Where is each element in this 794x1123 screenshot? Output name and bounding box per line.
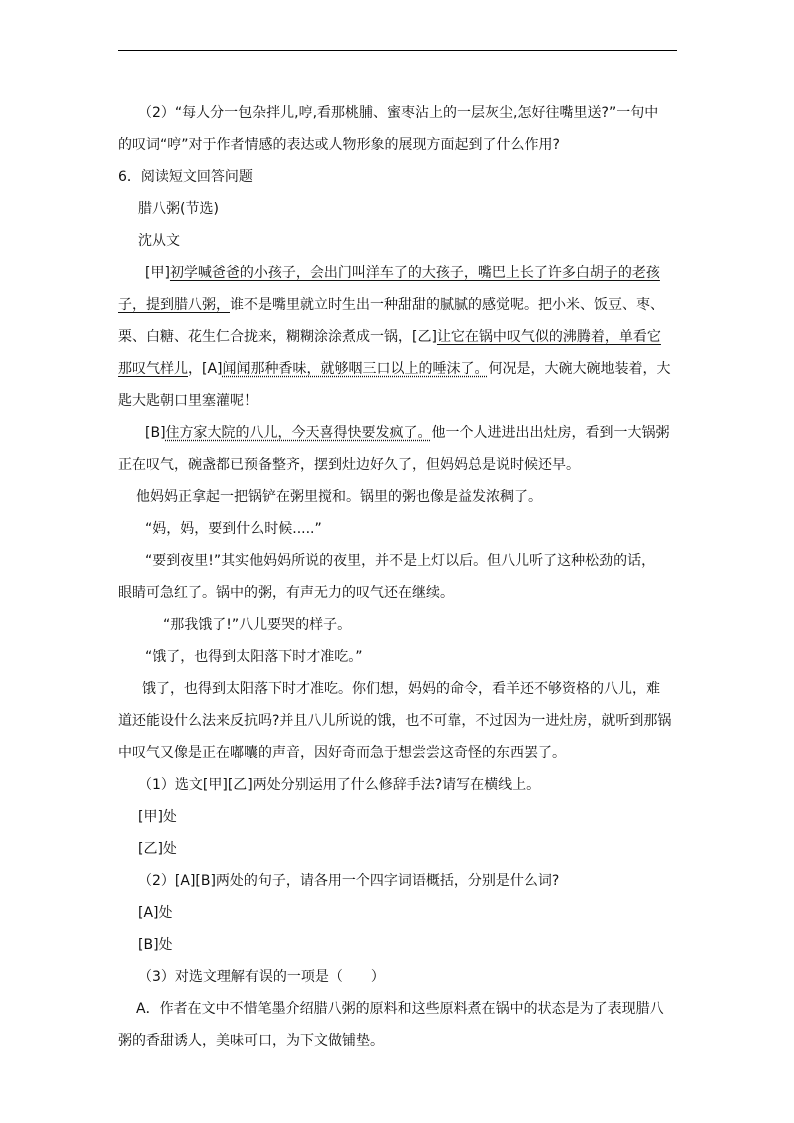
document-body — [118, 97, 678, 1057]
passage-line — [118, 257, 678, 289]
passage-line: 中叹气又像是正在嘟囔的声音，因好奇而急于想尝尝这奇怪的东西罢了。 — [118, 745, 566, 761]
passage-line: 匙大匙朝口里塞灌呢！ — [118, 393, 258, 409]
option-a: A．作者在文中不惜笔墨介绍腊八粥的原料和这些原料煮在锅中的状态是为了表现腊八 — [136, 1001, 664, 1017]
sub-question-3: （3）对选文理解有误的一项是（ ） — [138, 969, 385, 985]
question-text: （2）“每人分一包杂拌儿,哼,看那桃脯、蜜枣沾上的一层灰尘,怎好往嘴里送?”一句中 — [138, 105, 659, 121]
passage-title: 腊八粥(节选) — [138, 201, 219, 217]
passage-line: 他妈妈正拿起一把锅铲在粥里搅和。锅里的粥也像是益发浓稠了。 — [136, 489, 542, 505]
question-heading: 6．阅读短文回答问题 — [118, 169, 253, 185]
passage-line: 道还能设什么法来反抗吗?并且八儿所说的饿，也不可靠，不过因为一进灶房，就听到那锅 — [118, 713, 672, 729]
passage-line — [118, 417, 678, 449]
underlined-text: 那叹气样儿 — [118, 361, 188, 377]
marker-jia: [甲] — [145, 265, 170, 281]
underlined-text: 初学喊爸爸的小孩子，会出门叫洋车了的大孩子，嘴巴上长了许多白胡子的老孩 — [169, 265, 660, 281]
wavy-underlined-text: 住方家大院的八儿，今天喜得快要发疯了。 — [165, 425, 432, 441]
passage-line: “要到夜里!”其实他妈妈所说的夜里，并不是上灯以后。但八儿听了这种松劲的话， — [145, 553, 656, 569]
passage-line — [118, 353, 678, 385]
answer-line-jia: [甲]处 — [138, 809, 177, 825]
passage-line: 正在叹气，碗盏都已预备整齐，摆到灶边好久了，但妈妈总是说时候还早。 — [118, 457, 580, 473]
text: 他一个人进进出出灶房，看到一大锅粥 — [431, 425, 670, 441]
passage-line — [118, 289, 678, 321]
passage-author: 沈从文 — [138, 233, 180, 249]
text: 谁不是嘴里就立时生出一种甜甜的腻腻的感觉呢。把小米、饭豆、枣、 — [230, 297, 664, 313]
underlined-text: 让它在锅中叹气似的沸腾着，单看它 — [436, 329, 661, 345]
option-a-continued: 粥的香甜诱人，美味可口，为下文做铺垫。 — [118, 1033, 384, 1049]
question-text: 的叹词“哼”对于作者情感的表达或人物形象的展现方面起到了什么作用? — [118, 137, 560, 153]
sub-question-1: （1）选文[甲][乙]两处分别运用了什么修辞手法?请写在横线上。 — [138, 777, 541, 793]
answer-line-b: [B]处 — [138, 937, 173, 953]
passage-line: 饿了，也得到太阳落下时才准吃。你们想，妈妈的命令，看羊还不够资格的八儿，难 — [142, 681, 660, 697]
underlined-text: 子，提到腊八粥， — [118, 297, 230, 313]
passage-line: “那我饿了!”八儿要哭的样子。 — [163, 617, 352, 633]
marker-a: ，[A] — [188, 361, 223, 377]
passage-line — [118, 321, 678, 353]
passage-line: “饿了，也得到太阳落下时才准吃。” — [145, 649, 363, 665]
text: 何况是，大碗大碗地装着，大 — [488, 361, 671, 377]
answer-line-a: [A]处 — [138, 905, 173, 921]
answer-line-yi: [乙]处 — [138, 841, 177, 857]
passage-line: “妈，妈，要到什么时候.....” — [145, 521, 322, 537]
wavy-underlined-text: 闻闻那种香味，就够咽三口以上的唾沫了。 — [222, 361, 489, 377]
marker-b: [B] — [145, 425, 166, 441]
header-rule — [118, 50, 677, 51]
passage-line: 眼睛可急红了。锅中的粥，有声无力的叹气还在继续。 — [118, 585, 454, 601]
sub-question-2: （2）[A][B]两处的句子，请各用一个四字词语概括，分别是什么词? — [138, 873, 560, 889]
text: 栗、白糖、花生仁合拢来，糊糊涂涂煮成一锅，[乙] — [118, 329, 437, 345]
